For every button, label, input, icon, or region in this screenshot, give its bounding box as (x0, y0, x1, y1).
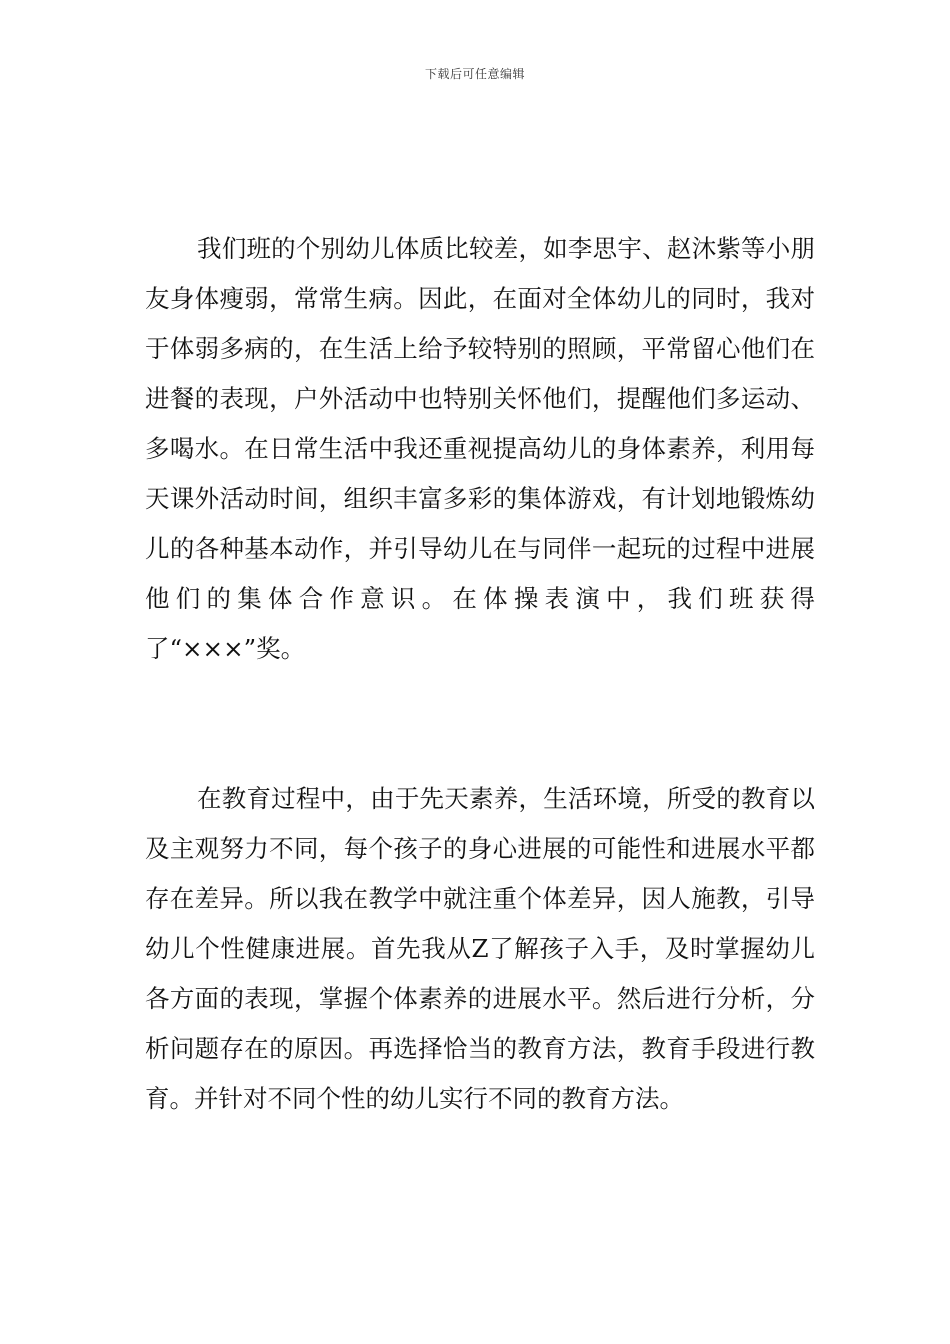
paragraph-physical-health: 我们班的个别幼儿体质比较差，如李思宇、赵沐紫等小朋友身体瘦弱，常常生病。因此，在面对全体幼儿的同时，我对于体弱多病的，在生活上给予较特别的照顾，平常留心他们在进餐的表现，户外活动中也特别关怀他们，提醒他们多运动、多喝水。在日常生活中我还重视提高幼儿的身体素养，利用每天课外活动时间，组织丰富多彩的集体游戏，有计划地锻炼幼儿的各种基本动作，并引导幼儿在与同伴一起玩的过程中进展他们的集体合作意识。在体操表演中，我们班获得了“×××”奖。 (145, 234, 815, 663)
paragraph-individual-differences: 在教育过程中，由于先天素养，生活环境，所受的教育以及主观努力不同，每个孩子的身心进展的可能性和进展水平都存在差异。所以我在教学中就注重个体差异，因人施教，引导幼儿个性健康进展。首先我从Z了解孩子入手，及时掌握幼儿各方面的表现，掌握个体素养的进展水平。然后进行分析，分析问题存在的原因。再选择恰当的教育方法，教育手段进行教育。并针对不同个性的幼儿实行不同的教育方法。 (145, 784, 815, 1113)
header-note: 下载后可任意编辑 (424, 67, 525, 81)
